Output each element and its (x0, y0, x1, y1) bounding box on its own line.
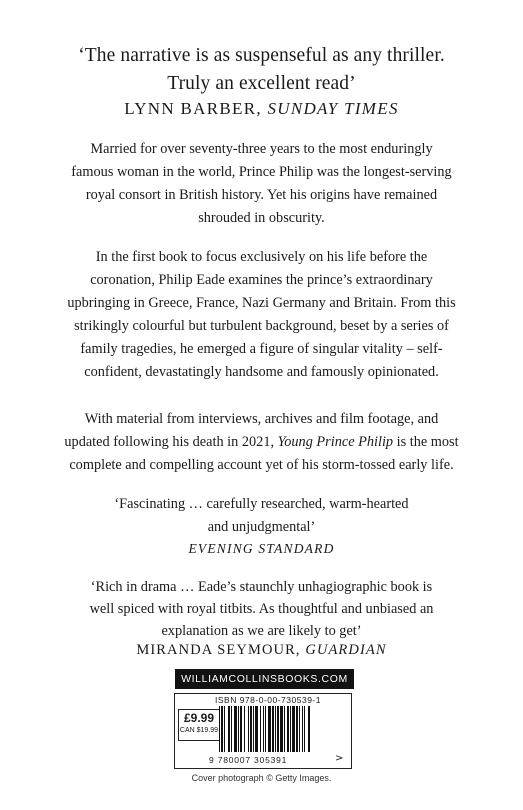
review-quote-3 (0, 576, 523, 642)
review-quote-line: explanation as we are likely to get’ (161, 623, 362, 639)
headline-quote-line: ‘The narrative is as suspenseful as any thriller. (78, 45, 445, 66)
paragraph-text: updated following his death in 2021, (64, 434, 278, 450)
isbn-number: ISBN 978-0-00-730539-1 (215, 695, 321, 705)
attribution-source: SUNDAY TIMES (267, 99, 399, 118)
blurb-paragraph-2 (0, 246, 523, 384)
cover-photo-credit: Cover photograph © Getty Images. (191, 773, 332, 783)
review-quote-line: ‘Fascinating … carefully researched, warm-hearted (114, 496, 409, 512)
paragraph-text: is the most (393, 434, 459, 450)
price-gbp: £9.99 (183, 711, 215, 725)
headline-quote (0, 42, 523, 98)
barcode-bars (219, 706, 331, 754)
paragraph-line: coronation, Philip Eade examines the prince’s extraordinary (90, 272, 433, 288)
paragraph-line: In the first book to focus exclusively on his life before the (95, 249, 428, 265)
paragraph-line: Married for over seventy-three years to the most enduringly (90, 141, 433, 157)
blurb-paragraph-1 (0, 138, 523, 230)
price-can: CAN $19.99 (179, 727, 219, 734)
review-quote-2 (0, 493, 523, 539)
review-quote-line: and unjudgmental’ (207, 519, 316, 535)
publisher-website: WILLIAMCOLLINSBOOKS.COM (175, 669, 354, 689)
paragraph-line: royal consort in British history. Yet his origins have remained (85, 187, 438, 203)
paragraph-line: confident, devastatingly handsome and famously opinionated. (84, 364, 439, 380)
barcode-arrow-icon: > (335, 753, 344, 764)
paragraph-line: strikingly colourful but turbulent background, beset by a series of (74, 318, 449, 334)
review-quote-2-attribution (0, 540, 523, 558)
attribution-source: GUARDIAN (305, 642, 387, 658)
barcode-digits: 9 780007 305391 (209, 755, 288, 765)
paragraph-line (0, 431, 523, 454)
headline-quote-attribution (0, 98, 523, 120)
book-title: Young Prince Philip (277, 434, 394, 450)
headline-quote-line: Truly an excellent read’ (167, 73, 356, 94)
paragraph-line: upbringing in Greece, France, Nazi Germany and Britain. From this (67, 295, 456, 311)
review-quote-3-attribution (0, 640, 523, 660)
paragraph-line: famous woman in the world, Prince Philip was the longest-serving (71, 164, 452, 180)
barcode-panel (174, 693, 352, 769)
paragraph-line: shrouded in obscurity. (198, 210, 325, 226)
review-quote-line: well spiced with royal titbits. As thoughtful and unbiased an (89, 601, 434, 617)
paragraph-line: complete and compelling account yet of his storm-tossed early life. (69, 457, 454, 473)
price-box (178, 709, 220, 741)
attribution-name: LYNN BARBER, (124, 99, 268, 118)
review-quote-line: ‘Rich in drama … Eade’s staunchly unhagiographic book is (90, 579, 433, 595)
blurb-paragraph-3 (0, 408, 523, 477)
attribution-name: MIRANDA SEYMOUR, (136, 642, 306, 658)
paragraph-line: With material from interviews, archives and film footage, and (84, 411, 439, 427)
paragraph-line: family tragedies, he emerged a figure of singular vitality – self- (80, 341, 443, 357)
attribution-source: EVENING STANDARD (188, 541, 335, 556)
